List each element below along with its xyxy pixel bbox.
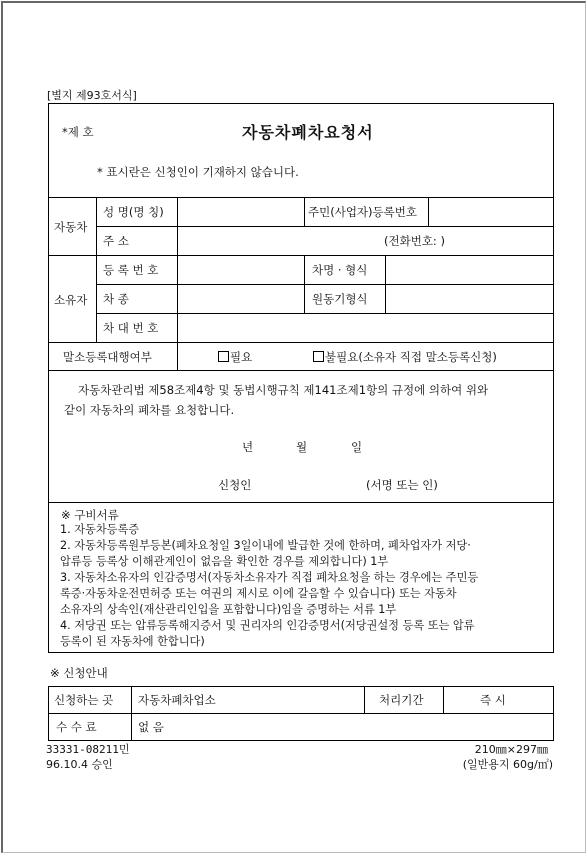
- document-item: 3. 자동차소유자의 인감증명서(자동차소유자가 직접 폐차요청을 하는 경우에는 주민등: [60, 571, 479, 584]
- phone-label: (전화번호: ): [384, 234, 445, 248]
- footer-approval: 96.10.4 승인: [46, 758, 113, 771]
- period-value: 즉 시: [480, 693, 506, 707]
- reg-number-label: 등 록 번 호: [103, 263, 159, 277]
- engine-type-label: 원동기형식: [312, 292, 368, 306]
- footer-code: 33331-08211민: [46, 743, 130, 756]
- guide-header: ※ 신청안내: [50, 666, 108, 680]
- document-item: 록증·자동차운전면허증 또는 여권의 제시로 이에 갈음할 수 있습니다) 또는 자동차: [60, 587, 457, 600]
- vehicle-section-label: 자동차: [54, 220, 88, 234]
- checkbox-not-needed[interactable]: [313, 351, 324, 362]
- document-item: 4. 저당권 또는 압류등록해지증서 및 권리자의 인감증명서(저당권설정 등록 또는 압류: [60, 619, 475, 632]
- document-item: 1. 자동차등록증: [60, 523, 140, 536]
- footer-paper: (일반용지 60g/㎡): [462, 758, 553, 771]
- place-value: 자동차폐차업소: [138, 693, 216, 707]
- dereg-option-needed[interactable]: 필요: [218, 349, 252, 365]
- form-number-label: *제 호: [62, 125, 94, 139]
- address-label: 주 소: [103, 234, 129, 248]
- dereg-label: 말소등록대행여부: [63, 350, 152, 364]
- owner-section-label: 소유자: [54, 293, 88, 307]
- request-line-2: 같이 자동차의 폐차를 요청합니다.: [64, 403, 235, 417]
- form-reference: [별지 제93호서식]: [47, 89, 137, 102]
- applicant-label: 신청인: [218, 478, 252, 492]
- vehicle-type-label: 차 종: [103, 292, 129, 306]
- period-label: 처리기간: [379, 693, 424, 707]
- date-day-label: 일: [351, 440, 363, 454]
- documents-header: ※ 구비서류: [61, 508, 119, 522]
- fee-value: 없 음: [138, 720, 164, 734]
- document-item: 2. 자동차등록원부등본(폐차요청일 3일이내에 발급한 것에 한하며, 폐차업자가 저당·: [60, 539, 471, 552]
- dereg-option-not-needed[interactable]: 불필요(소유자 직접 말소등록신청): [313, 349, 497, 365]
- date-month-label: 월: [296, 440, 308, 454]
- name-label: 성 명(명 칭): [103, 205, 164, 219]
- document-item: 압류등 등록상 이해관계인이 없음을 확인한 경우를 제외합니다) 1부: [60, 555, 389, 568]
- id-number-label: 주민(사업자)등록번호: [308, 205, 417, 219]
- request-line-1: 자동차관리법 제58조제4항 및 동법시행규칙 제141조제1항의 규정에 의하여 위와: [78, 383, 489, 397]
- form-title: 자동차폐차요청서: [242, 123, 374, 142]
- date-year-label: 년: [242, 440, 254, 454]
- notice-text: * 표시란은 신청인이 기재하지 않습니다.: [97, 165, 299, 179]
- document-item: 소유자의 상속인(재산관리인입을 포함합니다)임을 증명하는 서류 1부: [60, 603, 397, 616]
- place-label: 신청하는 곳: [54, 693, 114, 707]
- checkbox-needed[interactable]: [218, 351, 229, 362]
- document-item: 등록이 된 자동차에 한합니다): [60, 635, 205, 648]
- signature-label: (서명 또는 인): [366, 478, 438, 492]
- model-label: 차명 · 형식: [312, 263, 368, 277]
- chassis-number-label: 차 대 번 호: [103, 321, 159, 335]
- footer-size: 210㎜×297㎜: [474, 743, 548, 756]
- fee-label: 수 수 료: [56, 720, 97, 734]
